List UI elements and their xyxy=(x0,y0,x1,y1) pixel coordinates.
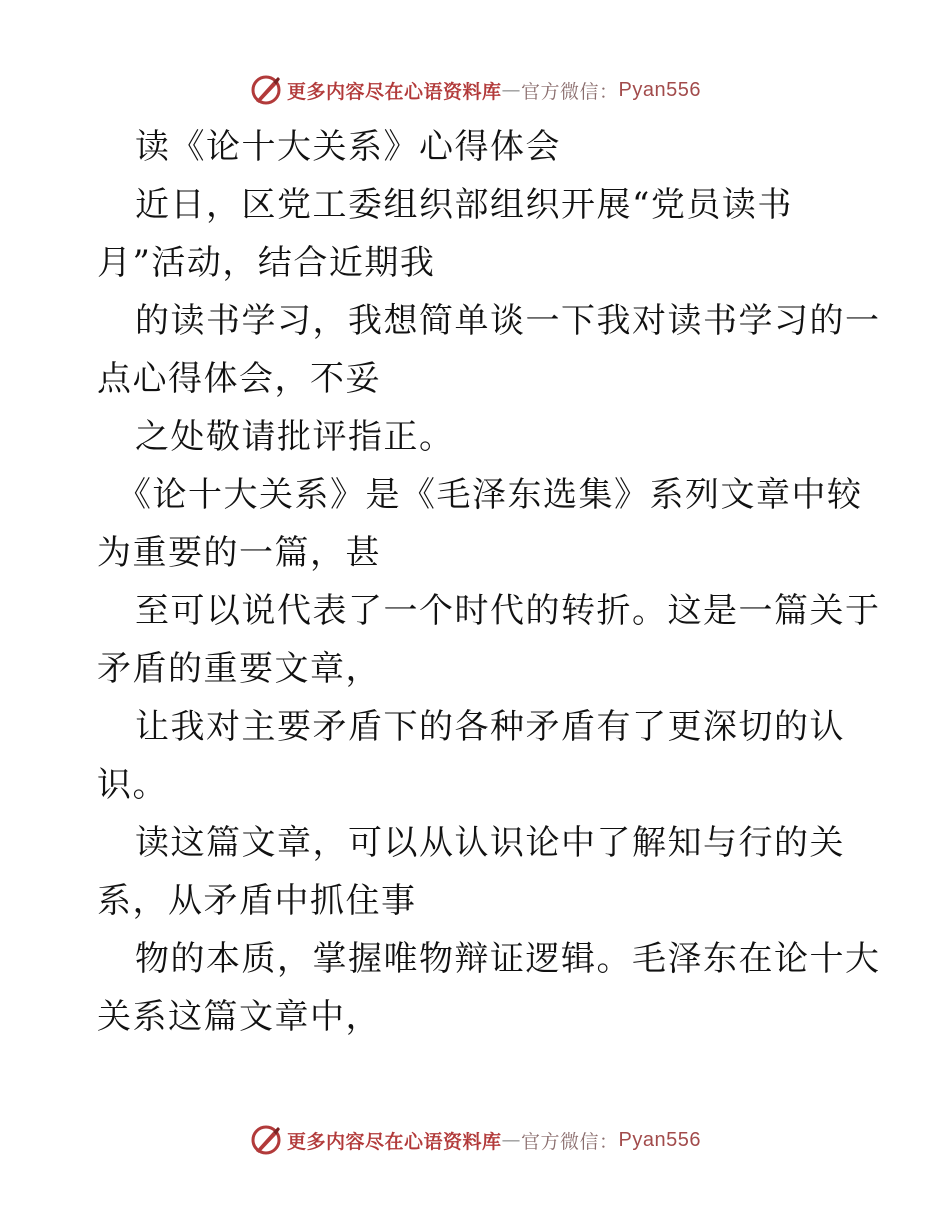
pen-logo-icon xyxy=(249,1123,283,1157)
banner-wechat-id: Pyan556 xyxy=(618,78,701,101)
banner-main-text: 更多内容尽在心语资料库 xyxy=(287,1130,502,1153)
text-line: 物的本质，掌握唯物辩证逻辑。毛泽东在论十大 xyxy=(135,939,881,979)
document-title: 读《论十大关系》心得体会 xyxy=(135,127,561,167)
text-line: 的读书学习，我想简单谈一下我对读书学习的一 xyxy=(135,301,881,341)
text-line: 月”活动，结合近期我 xyxy=(97,243,436,283)
text-line: 为重要的一篇，甚 xyxy=(97,533,381,573)
text-line: 关系这篇文章中， xyxy=(97,997,381,1037)
text-line: 让我对主要矛盾下的各种矛盾有了更深切的认 xyxy=(135,707,845,747)
banner-dash: — xyxy=(501,79,522,101)
text-line: 《论十大关系》是《毛泽东选集》系列文章中较 xyxy=(117,475,863,515)
banner-dash: — xyxy=(501,1129,522,1151)
pen-logo-icon xyxy=(249,73,283,107)
text-line: 识。 xyxy=(97,765,168,805)
banner-wechat-id: Pyan556 xyxy=(618,1128,701,1151)
text-line: 矛盾的重要文章， xyxy=(97,649,381,689)
text-line: 点心得体会，不妥 xyxy=(97,359,381,399)
footer-banner xyxy=(0,1120,950,1160)
document-body xyxy=(97,118,881,1046)
banner-wechat-label: 官方微信： xyxy=(521,1130,619,1153)
banner-wechat-label: 官方微信： xyxy=(521,80,619,103)
header-banner xyxy=(0,70,950,110)
text-line: 系，从矛盾中抓住事 xyxy=(97,881,417,921)
text-line: 读这篇文章，可以从认识论中了解知与行的关 xyxy=(135,823,845,863)
text-line: 近日，区党工委组织部组织开展“党员读书 xyxy=(135,185,793,225)
text-line: 至可以说代表了一个时代的转折。这是一篇关于 xyxy=(135,591,881,631)
banner-main-text: 更多内容尽在心语资料库 xyxy=(287,80,502,103)
text-line: 之处敬请批评指正。 xyxy=(135,417,455,457)
